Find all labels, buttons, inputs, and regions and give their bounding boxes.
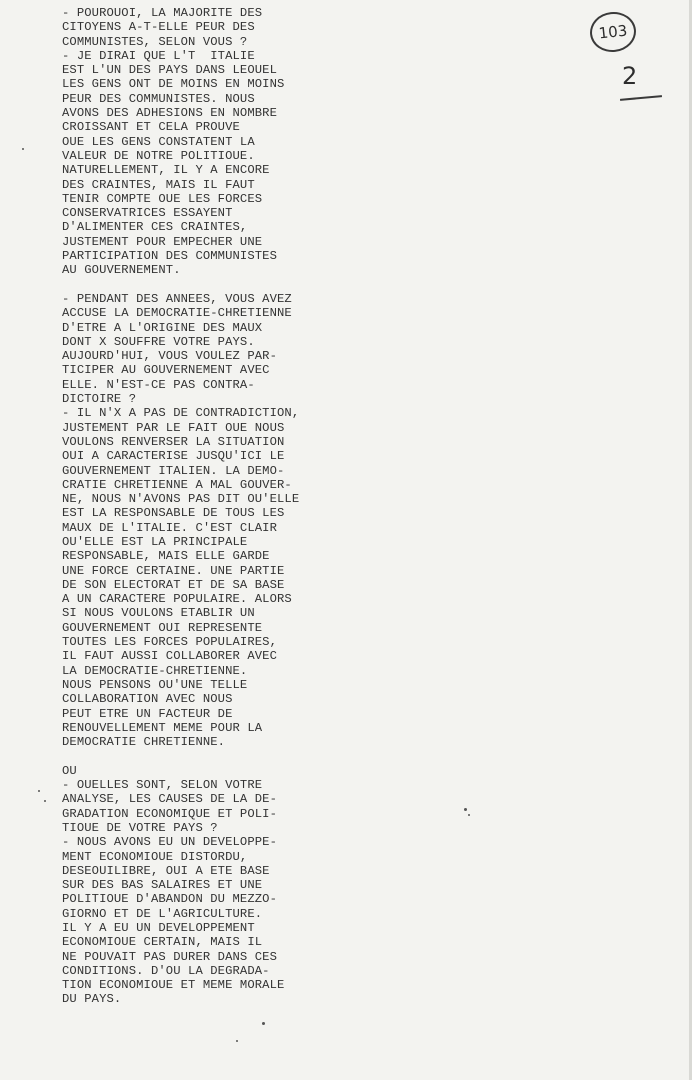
text-line: VOULONS RENVERSER LA SITUATION [62,434,285,449]
text-line: GOUVERNEMENT ITALIEN. LA DEMO- [62,463,285,478]
text-line: ACCUSE LA DEMOCRATIE-CHRETIENNE [62,306,292,321]
text-line: DEMOCRATIE CHRETIENNE. [62,735,226,750]
text-line: DU PAYS. [62,992,122,1007]
paper-speck [236,1040,238,1042]
text-line: OU'ELLE EST LA PRINCIPALE [62,534,248,549]
text-line: TICIPER AU GOUVERNEMENT AVEC [62,363,270,378]
text-line: DICTOIRE ? [62,392,137,407]
handwritten-page-number: 2 [622,62,638,90]
text-line: PARTICIPATION DES COMMUNISTES [62,249,277,264]
text-line: PEUR DES COMMUNISTES. NOUS [62,91,255,106]
text-line: OUE LES GENS CONSTATENT LA [62,134,255,149]
text-line: NATURELLEMENT, IL Y A ENCORE [62,163,270,178]
text-line: UNE FORCE CERTAINE. UNE PARTIE [62,563,285,578]
blank-line [62,749,362,763]
text-line: A UN CARACTERE POPULAIRE. ALORS [62,592,292,607]
text-line: NOUS PENSONS OU'UNE TELLE [62,677,248,692]
text-line: D'ALIMENTER CES CRAINTES, [62,220,248,235]
paper-speck [468,814,470,816]
text-line: CONSERVATRICES ESSAYENT [62,206,233,221]
text-line: IL FAUT AUSSI COLLABORER AVEC [62,649,277,664]
blank-line [62,278,362,292]
text-line: CRATIE CHRETIENNE A MAL GOUVER- [62,477,292,492]
text-line: RESPONSABLE, MAIS ELLE GARDE [62,549,270,564]
text-line: DES CRAINTES, MAIS IL FAUT [62,177,255,192]
text-line: OUI A CARACTERISE JUSQU'ICI LE [62,449,285,464]
text-line: COMMUNISTES, SELON VOUS ? [62,34,248,49]
text-line: RENOUVELLEMENT MEME POUR LA [62,720,263,735]
text-line: NE, NOUS N'AVONS PAS DIT OU'ELLE [62,492,300,507]
text-line: VALEUR DE NOTRE POLITIOUE. [62,148,255,163]
text-line: GRADATION ECONOMIQUE ET POLI- [62,806,277,821]
folio-number-circled: 103 [588,10,638,55]
page-number-underline [620,95,662,101]
paper-speck [44,800,46,802]
text-line: GIORNO ET DE L'AGRICULTURE. [62,906,263,921]
text-line: TOUTES LES FORCES POPULAIRES, [62,635,277,650]
text-line: SUR DES BAS SALAIRES ET UNE [62,878,263,893]
text-line: JUSTEMENT POUR EMPECHER UNE [62,234,263,249]
typewritten-body-text [62,6,362,1007]
text-line: CROISSANT ET CELA PROUVE [62,120,240,135]
text-line: COLLABORATION AVEC NOUS [62,692,233,707]
text-line: ELLE. N'EST-CE PAS CONTRA- [62,377,255,392]
paper-speck [38,790,40,792]
text-line: SI NOUS VOULONS ETABLIR UN [62,606,255,621]
text-line: IL Y A EU UN DEVELOPPEMENT [62,921,255,935]
text-line: AVONS DES ADHESIONS EN NOMBRE [62,106,277,121]
paper-speck [22,148,24,150]
text-line: - OUELLES SONT, SELON VOTRE [62,778,263,793]
text-line: ECONOMIOUE CERTAIN, MAIS IL [62,935,263,950]
text-line: DESEOUILIBRE, OUI A ETE BASE [62,863,270,878]
paper-speck [262,1022,265,1025]
text-line: AUJOURD'HUI, VOUS VOULEZ PAR- [62,349,277,364]
text-line: - NOUS AVONS EU UN DEVELOPPE- [62,835,277,850]
text-line: - JE DIRAI QUE L'T ITALIE [62,48,255,63]
text-line: TIOUE DE VOTRE PAYS ? [62,820,218,835]
text-line: CITOYENS A-T-ELLE PEUR DES [62,20,255,35]
text-line: GOUVERNEMENT OUI REPRESENTE [62,620,263,635]
text-line: - PENDANT DES ANNEES, VOUS AVEZ [62,291,292,306]
text-line: NE POUVAIT PAS DURER DANS CES [62,949,277,964]
text-line: - IL N'X A PAS DE CONTRADICTION, [62,406,300,421]
text-line: AU GOUVERNEMENT. [62,263,181,278]
text-line: POLITIOUE D'ABANDON DU MEZZO- [62,892,277,907]
text-line: TION ECONOMIOUE ET MEME MORALE [62,978,285,993]
text-line: CONDITIONS. D'OU LA DEGRADA- [62,963,270,978]
text-line: DE SON ELECTORAT ET DE SA BASE [62,577,285,592]
paper-speck [464,808,467,811]
text-line: ANALYSE, LES CAUSES DE LA DE- [62,792,277,807]
text-line: MENT ECONOMIOUE DISTORDU, [62,849,248,864]
text-line: DONT X SOUFFRE VOTRE PAYS. [62,334,255,349]
text-line: LES GENS ONT DE MOINS EN MOINS [62,77,285,92]
text-line: LA DEMOCRATIE-CHRETIENNE. [62,663,248,678]
text-line: D'ETRE A L'ORIGINE DES MAUX [62,320,263,335]
text-line: EST L'UN DES PAYS DANS LEOUEL [62,63,277,78]
text-line: JUSTEMENT PAR LE FAIT OUE NOUS [62,420,285,435]
text-line: MAUX DE L'ITALIE. C'EST CLAIR [62,520,277,535]
text-line: OU [62,763,77,778]
text-line: PEUT ETRE UN FACTEUR DE [62,706,233,721]
text-line: TENIR COMPTE OUE LES FORCES [62,191,263,206]
text-line: EST LA RESPONSABLE DE TOUS LES [62,506,285,521]
text-line: - POUROUOI, LA MAJORITE DES [62,6,263,20]
